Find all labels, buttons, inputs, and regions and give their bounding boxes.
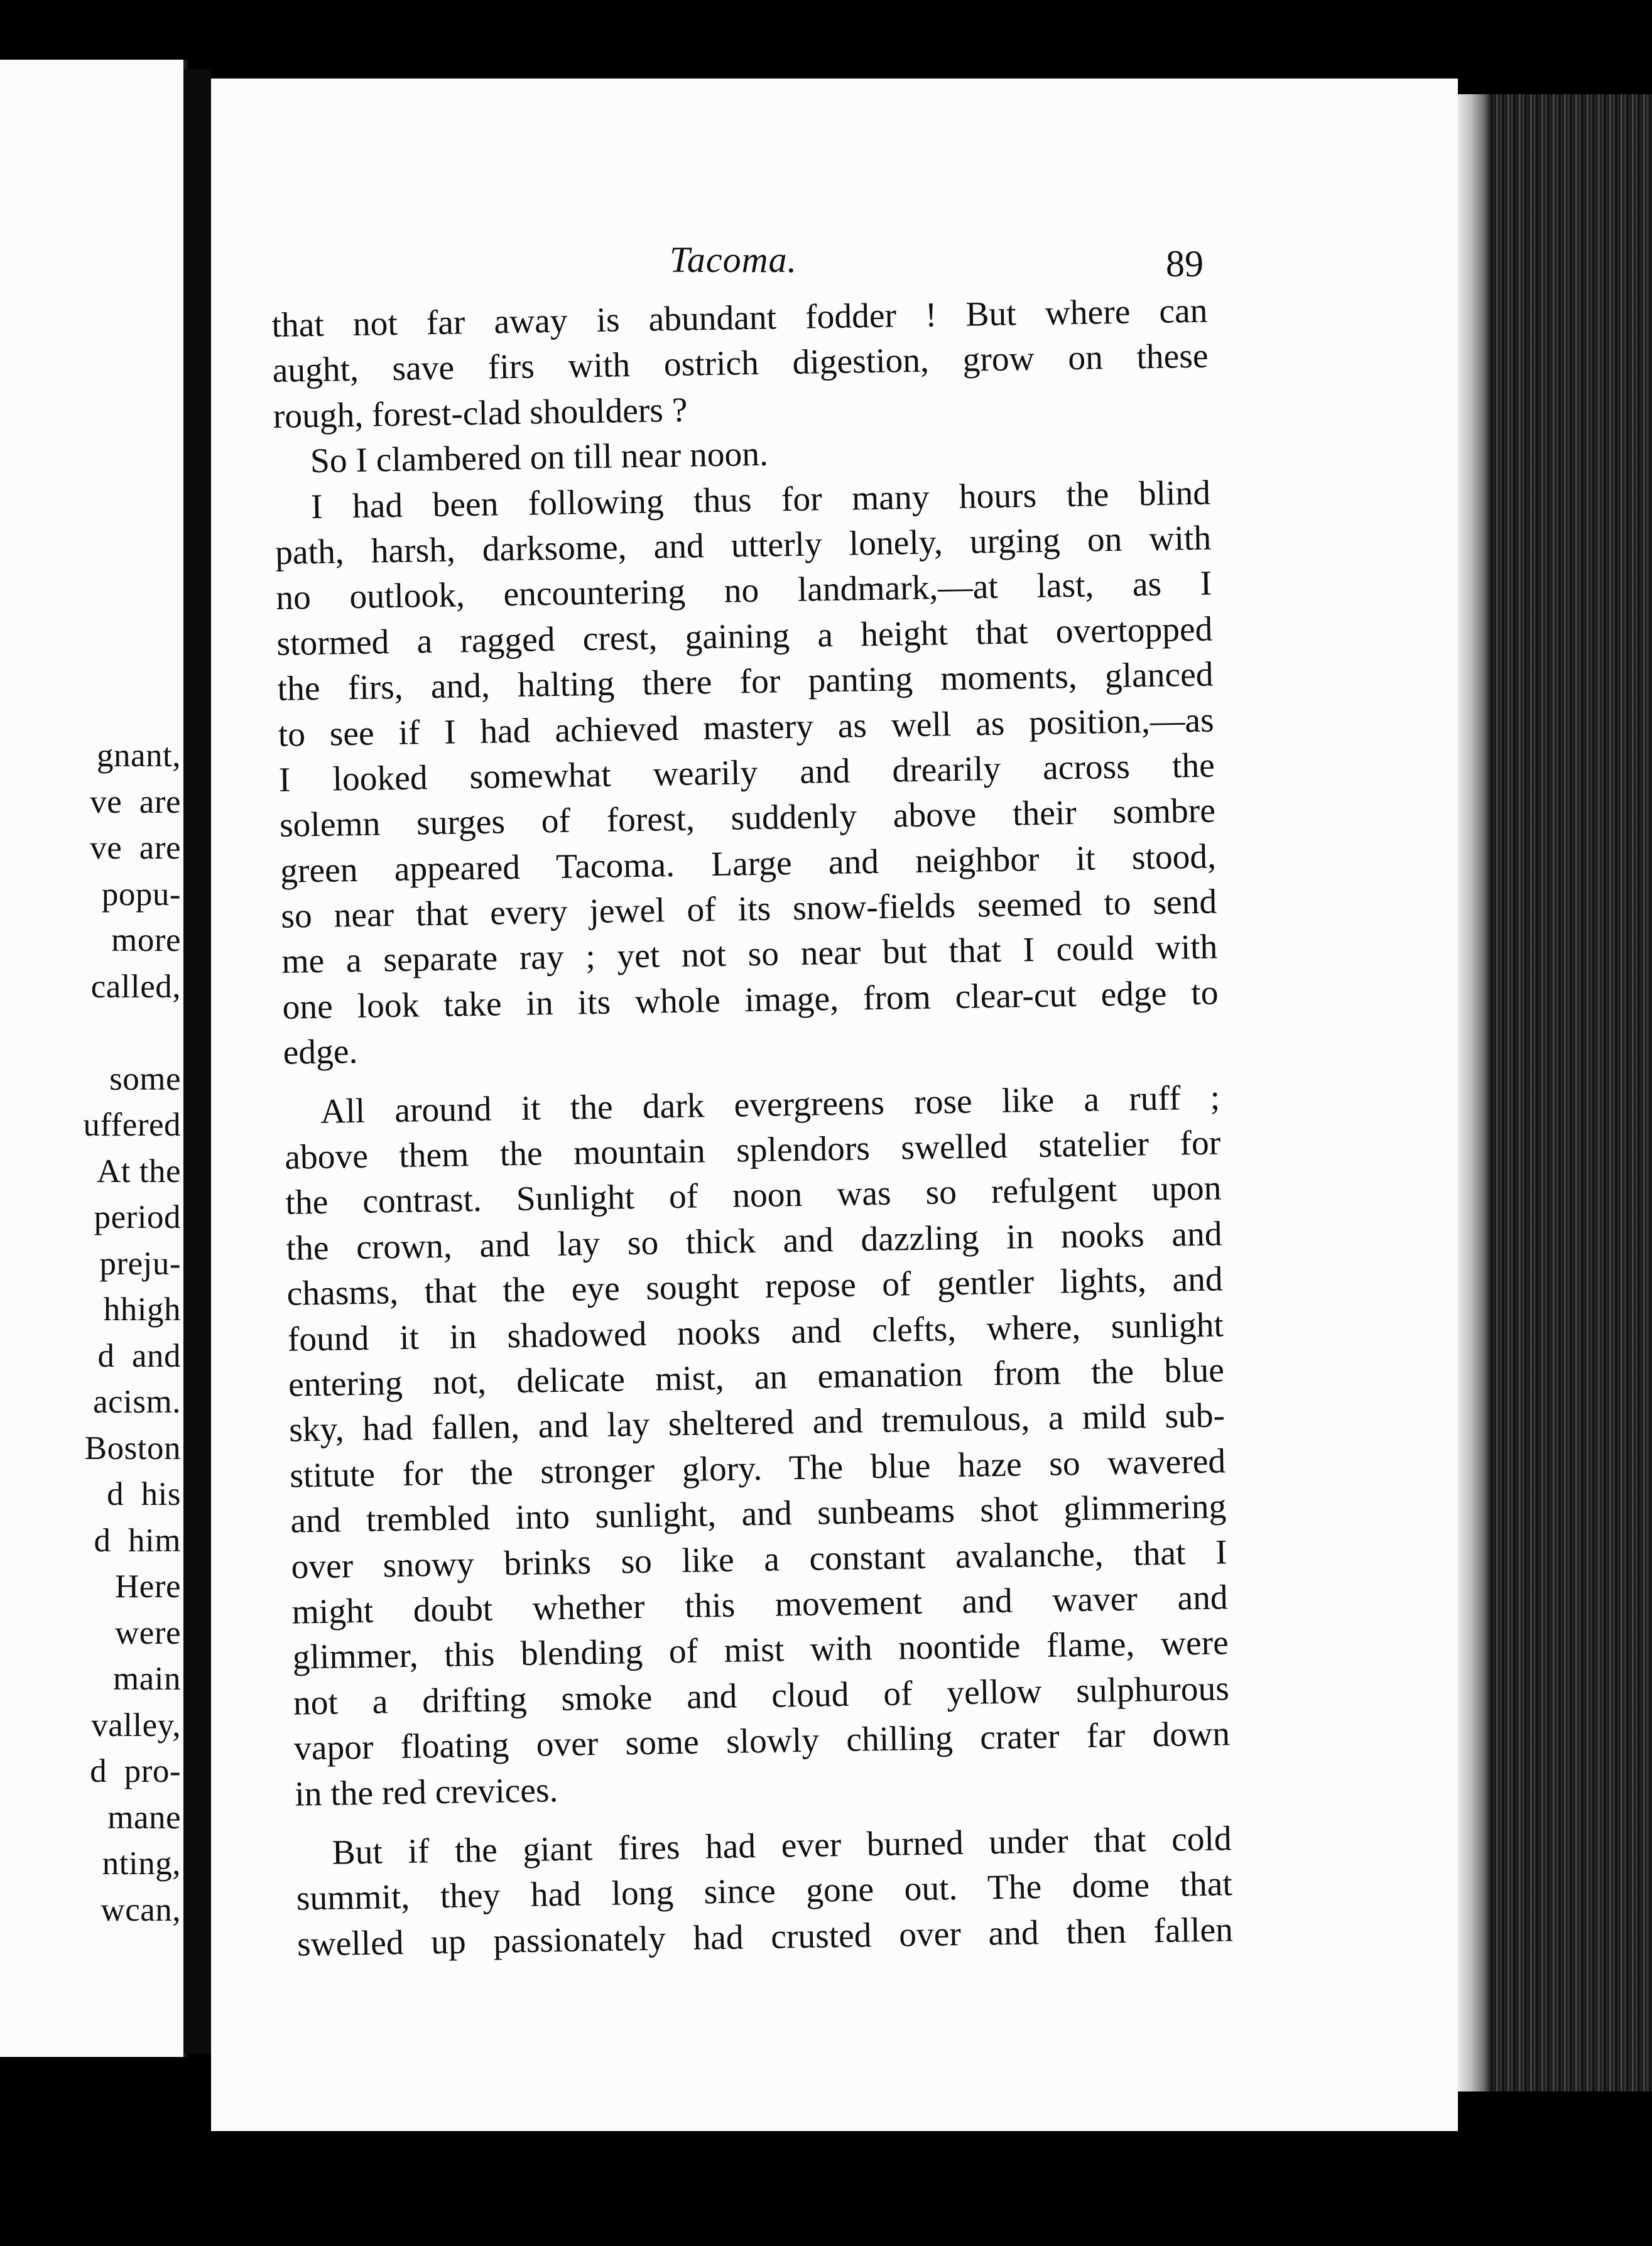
facing-page-line: more [111, 922, 181, 958]
facing-page-line: d his [107, 1476, 181, 1512]
facing-page-line: period [94, 1199, 181, 1235]
facing-page-line: some [109, 1060, 181, 1097]
page-edges [1458, 94, 1652, 2091]
text-line: green appeared Tacoma. Large and neighbor it stood, [280, 837, 1217, 891]
facing-page-line: were [115, 1614, 181, 1651]
text-line: no outlook, encountering no landmark,—at last, as I [275, 564, 1212, 618]
facing-page-fragment [0, 60, 187, 2057]
facing-page-line: ve are [90, 783, 181, 820]
text-line: that not far away is abundant fodder ! But where can [271, 291, 1208, 345]
text-line: the firs, and, halting there for panting moments, glanced [277, 655, 1214, 709]
facing-page-line: called, [90, 968, 181, 1005]
facing-page-line: d and [97, 1337, 181, 1374]
text-line: sky, had fallen, and lay sheltered and tremulous, a mild sub- [288, 1396, 1225, 1450]
text-line: stitute for the stronger glory. The blue haze so wavered [289, 1442, 1226, 1495]
facing-page-line: Here [115, 1568, 181, 1605]
text-line: the contrast. Sunlight of noon was so refulgent upon [285, 1169, 1222, 1223]
text-line: glimmer, this blending of mist with noontide flame, were [292, 1624, 1229, 1678]
text-line: aught, save firs with ostrich digestion, grow on these [272, 337, 1209, 391]
text-line: might doubt whether this movement and waver and [291, 1578, 1229, 1632]
text-line: edge. [283, 1033, 358, 1073]
body-text [271, 289, 1233, 1968]
facing-page-line: hhigh [103, 1291, 181, 1328]
text-line: path, harsh, darksome, and utterly lonely, urging on with [274, 519, 1212, 572]
text-line: summit, they had long since gone out. The dome that [296, 1865, 1233, 1918]
text-line: over snowy brinks so like a constant avalanche, that I [291, 1533, 1227, 1587]
page-number: 89 [1166, 243, 1204, 285]
facing-page-line: wcan, [101, 1891, 181, 1928]
text-line: and trembled into sunlight, and sunbeams shot glimmering [290, 1487, 1227, 1541]
text-line: But if the giant fires had ever burned under that cold [332, 1820, 1232, 1872]
text-line: chasms, that the eye sought repose of gentler lights, and [286, 1260, 1224, 1314]
text-line: stormed a ragged crest, gaining a height that overtopped [276, 610, 1213, 663]
text-line: swelled up passionately had crusted over and then fallen [296, 1910, 1234, 1964]
facing-page-line: d him [94, 1522, 181, 1559]
book-gutter [183, 69, 211, 2054]
facing-page-line [83, 1010, 181, 1056]
facing-page-line: preju- [99, 1245, 181, 1282]
text-line: I looked somewhat wearily and drearily across the [278, 746, 1215, 800]
book-page [211, 79, 1458, 2131]
facing-page-line: popu- [101, 876, 181, 913]
text-line: so near that every jewel of its snow-fields seemed to send [280, 882, 1217, 936]
text-line: rough, forest-clad shoulders ? [273, 391, 688, 436]
facing-page-line: mane [107, 1799, 181, 1836]
facing-page-line: gnant, [97, 737, 181, 774]
facing-page-line: acism. [93, 1384, 181, 1420]
text-line: to see if I had achieved mastery as well as position,—as [278, 701, 1215, 754]
running-head [211, 239, 1458, 289]
text-line: one look take in its whole image, from clear-cut edge to [282, 974, 1219, 1027]
text-line: solemn surges of forest, suddenly above their sombre [279, 791, 1216, 845]
facing-page-line: d pro- [90, 1753, 181, 1789]
text-line: in the red crevices. [294, 1771, 558, 1814]
facing-page-line: nting, [102, 1845, 181, 1882]
facing-page-line: uffered [83, 1107, 181, 1143]
facing-page-line: ve are [90, 830, 181, 866]
text-line: I had been following thus for many hours the blind [310, 474, 1211, 526]
text-line: me a separate ray ; yet not so near but that I could with [281, 928, 1218, 982]
facing-page-line: main [113, 1661, 181, 1697]
text-line: So I clambered on till near noon. [310, 435, 769, 481]
page-edge-shading [1458, 94, 1491, 2091]
running-title: Tacoma. [670, 239, 798, 280]
facing-page-text [83, 733, 181, 1933]
text-line: the crown, and lay so thick and dazzling in nooks and [286, 1215, 1222, 1268]
text-line: above them the mountain splendors swelled statelier for [284, 1124, 1221, 1177]
text-line: found it in shadowed nooks and clefts, where, sunlight [287, 1305, 1224, 1359]
text-line: entering not, delicate mist, an emanation from the blue [288, 1351, 1225, 1404]
facing-page-line: Boston [84, 1430, 181, 1467]
text-line: not a drifting smoke and cloud of yellow sulphurous [293, 1669, 1230, 1723]
text-line: vapor floating over some slowly chilling crater far down [293, 1715, 1231, 1768]
facing-page-line: At the [97, 1153, 181, 1190]
facing-page-line: valley, [91, 1706, 181, 1744]
text-line: All around it the dark evergreens rose like a ruff ; [320, 1078, 1220, 1131]
